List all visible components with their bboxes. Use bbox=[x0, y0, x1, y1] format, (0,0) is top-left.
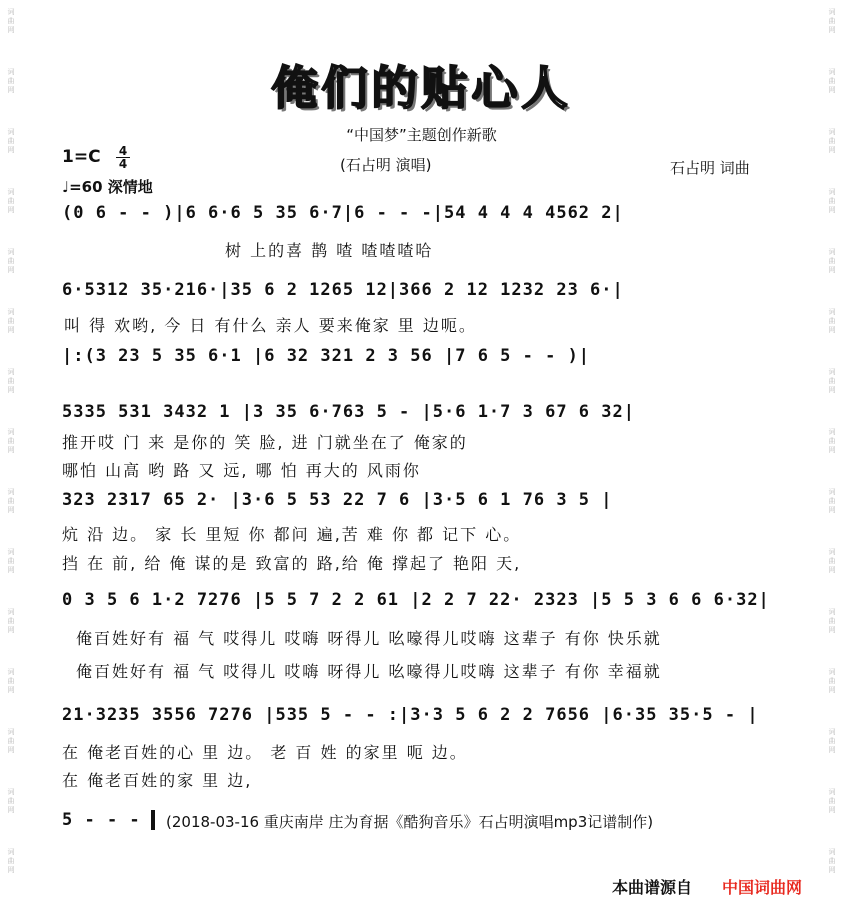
meter-bottom: 4 bbox=[116, 157, 130, 170]
watermark-tile: 词 曲 网 bbox=[7, 848, 15, 874]
lyric-line-5a: 炕 沿 边。 家 长 里短 你 都问 遍,苦 难 你 都 记下 心。 bbox=[62, 525, 522, 544]
lyric-line-4a: 推开哎 门 来 是你的 笑 脸, 进 门就坐在了 俺家的 bbox=[62, 433, 468, 452]
tempo-marking: ♩=60 深情地 bbox=[62, 178, 153, 196]
music-line-6: 0 3 5 6 1·2 7276 |5 5 7 2 2 61 |2 2 7 22· 2323 |5 5 3 6 6 6·32| bbox=[62, 590, 770, 610]
watermark-tile: 词 曲 网 bbox=[7, 488, 15, 514]
watermark-tile: 词 曲 网 bbox=[7, 188, 15, 214]
watermark-tile: 词 曲 网 bbox=[7, 68, 15, 94]
composer-credit: 石占明 词曲 bbox=[670, 159, 750, 177]
watermark-tile: 词 曲 网 bbox=[828, 368, 836, 394]
watermark-tile: 词 曲 网 bbox=[828, 68, 836, 94]
watermark-tile: 词 曲 网 bbox=[7, 428, 15, 454]
final-notes: 5 - - - bbox=[62, 810, 141, 830]
watermark-tile: 词 曲 网 bbox=[7, 128, 15, 154]
watermark-tile: 词 曲 网 bbox=[7, 548, 15, 574]
lyric-line-4b: 哪怕 山高 哟 路 又 远, 哪 怕 再大的 风雨你 bbox=[62, 461, 421, 480]
lyric-line-1a: 树 上的喜 鹊 喳 喳喳喳哈 bbox=[225, 241, 434, 260]
final-barline bbox=[151, 810, 155, 830]
music-line-3: |:(3 23 5 35 6·1 |6 32 321 2 3 56 |7 6 5 - - )| bbox=[62, 346, 591, 366]
watermark-tile: 词 曲 网 bbox=[828, 428, 836, 454]
source-label: 本曲谱源自 bbox=[612, 878, 693, 897]
watermark-tile: 词 曲 网 bbox=[828, 8, 836, 34]
watermark-tile: 词 曲 网 bbox=[828, 728, 836, 754]
watermark-tile: 词 曲 网 bbox=[7, 368, 15, 394]
lyric-line-7b: 在 俺老百姓的家 里 边, bbox=[62, 771, 253, 790]
watermark-tile: 词 曲 网 bbox=[828, 308, 836, 334]
music-line-4: 5335 531 3432 1 |3 35 6·763 5 - |5·6 1·7 3 67 6 32| bbox=[62, 402, 635, 422]
watermark-tile: 词 曲 网 bbox=[828, 608, 836, 634]
transcription-credit: (2018-03-16 重庆南岸 庄为育据《酷狗音乐》石占明演唱mp3记谱制作) bbox=[166, 813, 654, 831]
music-line-2: 6·5312 35·216·|35 6 2 1265 12|366 2 12 1232 23 6·| bbox=[62, 280, 624, 300]
watermark-tile: 词 曲 网 bbox=[7, 608, 15, 634]
lyric-line-6b: 俺百姓好有 福 气 哎得儿 哎嗨 呀得儿 吆嚎得儿哎嗨 这辈子 有你 幸福就 bbox=[76, 662, 662, 681]
watermark-tile: 词 曲 网 bbox=[828, 668, 836, 694]
music-line-1: (0 6 - - )|6 6·6 5 35 6·7|6 - - -|54 4 4 4 4562 2| bbox=[62, 203, 624, 223]
lyric-line-5b: 挡 在 前, 给 俺 谋的是 致富的 路,给 俺 撑起了 艳阳 天, bbox=[62, 554, 522, 573]
music-line-7: 21·3235 3556 7276 |535 5 - - :|3·3 5 6 2 2 7656 |6·35 35·5 - | bbox=[62, 705, 759, 725]
watermark-tile: 词 曲 网 bbox=[7, 248, 15, 274]
singer-credit: (石占明 演唱) bbox=[340, 156, 432, 174]
watermark-tile: 词 曲 网 bbox=[828, 848, 836, 874]
watermark-tile: 词 曲 网 bbox=[7, 8, 15, 34]
lyric-line-6a: 俺百姓好有 福 气 哎得儿 哎嗨 呀得儿 吆嚎得儿哎嗨 这辈子 有你 快乐就 bbox=[76, 629, 662, 648]
lyric-line-2a: 叫 得 欢哟, 今 日 有什么 亲人 要来俺家 里 边呃。 bbox=[64, 316, 477, 335]
final-bar bbox=[62, 810, 155, 830]
song-subtitle: “中国梦”主题创作新歌 bbox=[346, 126, 497, 144]
watermark-tile: 词 曲 网 bbox=[828, 488, 836, 514]
key-signature: 1=C bbox=[62, 147, 101, 167]
watermark-tile: 词 曲 网 bbox=[828, 548, 836, 574]
watermark-tile: 词 曲 网 bbox=[7, 788, 15, 814]
source-site-link[interactable]: 中国词曲网 bbox=[722, 878, 803, 897]
watermark-tile: 词 曲 网 bbox=[828, 788, 836, 814]
watermark-tile: 词 曲 网 bbox=[7, 668, 15, 694]
watermark-tile: 词 曲 网 bbox=[7, 308, 15, 334]
music-line-5: 323 2317 65 2· |3·6 5 53 22 7 6 |3·5 6 1 76 3 5 | bbox=[62, 490, 613, 510]
watermark-tile: 词 曲 网 bbox=[828, 188, 836, 214]
lyric-line-7a: 在 俺老百姓的心 里 边。 老 百 姓 的家里 呃 边。 bbox=[62, 743, 468, 762]
song-title: 俺们的贴心人 bbox=[271, 61, 572, 115]
watermark-tile: 词 曲 网 bbox=[7, 728, 15, 754]
watermark-tile: 词 曲 网 bbox=[828, 128, 836, 154]
meter-top: 4 bbox=[118, 144, 128, 158]
watermark-tile: 词 曲 网 bbox=[828, 248, 836, 274]
time-signature bbox=[116, 145, 130, 170]
